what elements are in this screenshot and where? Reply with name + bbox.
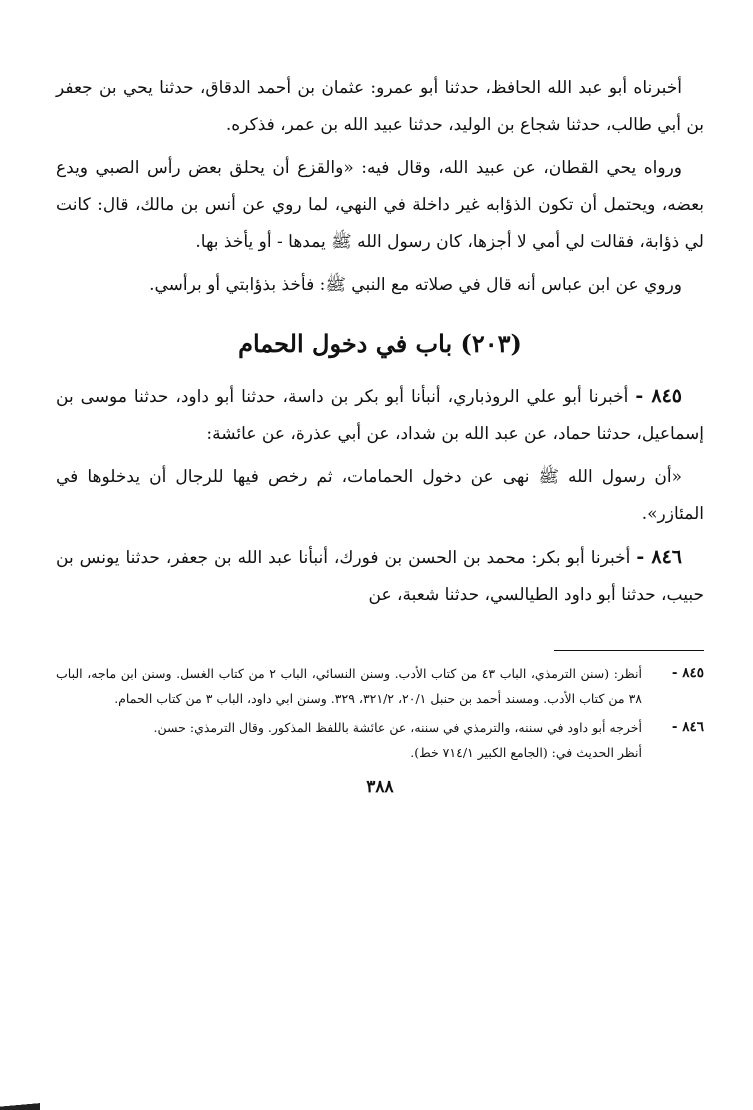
page-content [56,70,704,797]
page-number: ٣٨٨ [366,777,394,797]
hadith-846 [56,539,704,614]
footnote-846 [56,715,704,765]
footnote-846-line-2: أنظر الحديث في: (الجامع الكبير ٧١٤/١ خط). [410,745,642,760]
hadith-845-quote: «أن رسول الله ﷺ نهى عن دخول الحمامات، ثم رخص فيها للرجال أن يدخلوها في المئازر». [56,467,704,524]
hadith-845-number: ٨٤٥ - [635,385,683,407]
hadith-845 [56,378,704,453]
section-heading: (٢٠٣) باب في دخول الحمام [238,329,522,358]
footnote-845-line: أنظر: (سنن الترمذي، الباب ٤٣ من كتاب الأدب. وسنن النسائي، الباب ٢ من كتاب الغسل. وسنن ابن ماجه، الباب ٣٨ من كتاب الأدب. ومسند أحمد بن حنبل ٢٠/١، ٣٢١/٢، ٣٢٩. وسنن ابي داود، الباب ٣ من كتاب الحمام. [56,666,643,706]
footnote-845-number: ٨٤٥ - [671,665,704,681]
scan-edge-mark [0,1098,40,1110]
footnote-845-text [56,661,642,711]
footnote-divider [554,650,704,651]
hadith-846-number: ٨٤٦ - [636,546,682,568]
paragraph-qaza-explanation: ورواه يحي القطان، عن عبيد الله، وقال فيه: «والقزع أن يحلق بعض رأس الصبي ويدع بعضه، ويحتمل أن تكون الذؤابه غير داخلة في النهي، لما روي عن أنس بن مالك، قال: كانت لي ذؤابة، فقالت لي أمي لا أجزها، كان رسول الله ﷺ يمدها - أو يأخذ بها. [56,158,704,252]
footnote-846-number: ٨٤٦ - [671,719,704,735]
paragraph-ibn-abbas: وروي عن ابن عباس أنه قال في صلاته مع النبي ﷺ: فأخذ بذؤابتي أو برأسي. [149,275,682,295]
footnote-846-text [56,715,642,765]
paragraph-isnad-1: أخبرناه أبو عبد الله الحافظ، حدثنا أبو عمرو: عثمان بن أحمد الدقاق، حدثنا يحي بن جعفر بن أبي طالب، حدثنا شجاع بن الوليد، حدثنا عبيد الله بن عمر، فذكره. [56,78,704,135]
hadith-845-text: أخبرنا أبو علي الروذباري، أنبأنا أبو بكر بن داسة، حدثنا أبو داود، حدثنا موسى بن إسماعيل، حدثنا حماد، عن عبد الله بن شداد، عن أبي عذرة، عن عائشة: [56,387,704,444]
footnote-846-line-1: أخرجه أبو داود في سننه، والترمذي في سننه، عن عائشة باللفظ المذكور. وقال الترمذي: حسن. [153,720,642,735]
hadith-846-text: أخبرنا أبو بكر: محمد بن الحسن بن فورك، أنبأنا عبد الله بن جعفر، حدثنا يونس بن حبيب، حدثنا أبو داود الطيالسي، حدثنا شعبة، عن [56,548,704,605]
footnote-845 [56,661,704,711]
